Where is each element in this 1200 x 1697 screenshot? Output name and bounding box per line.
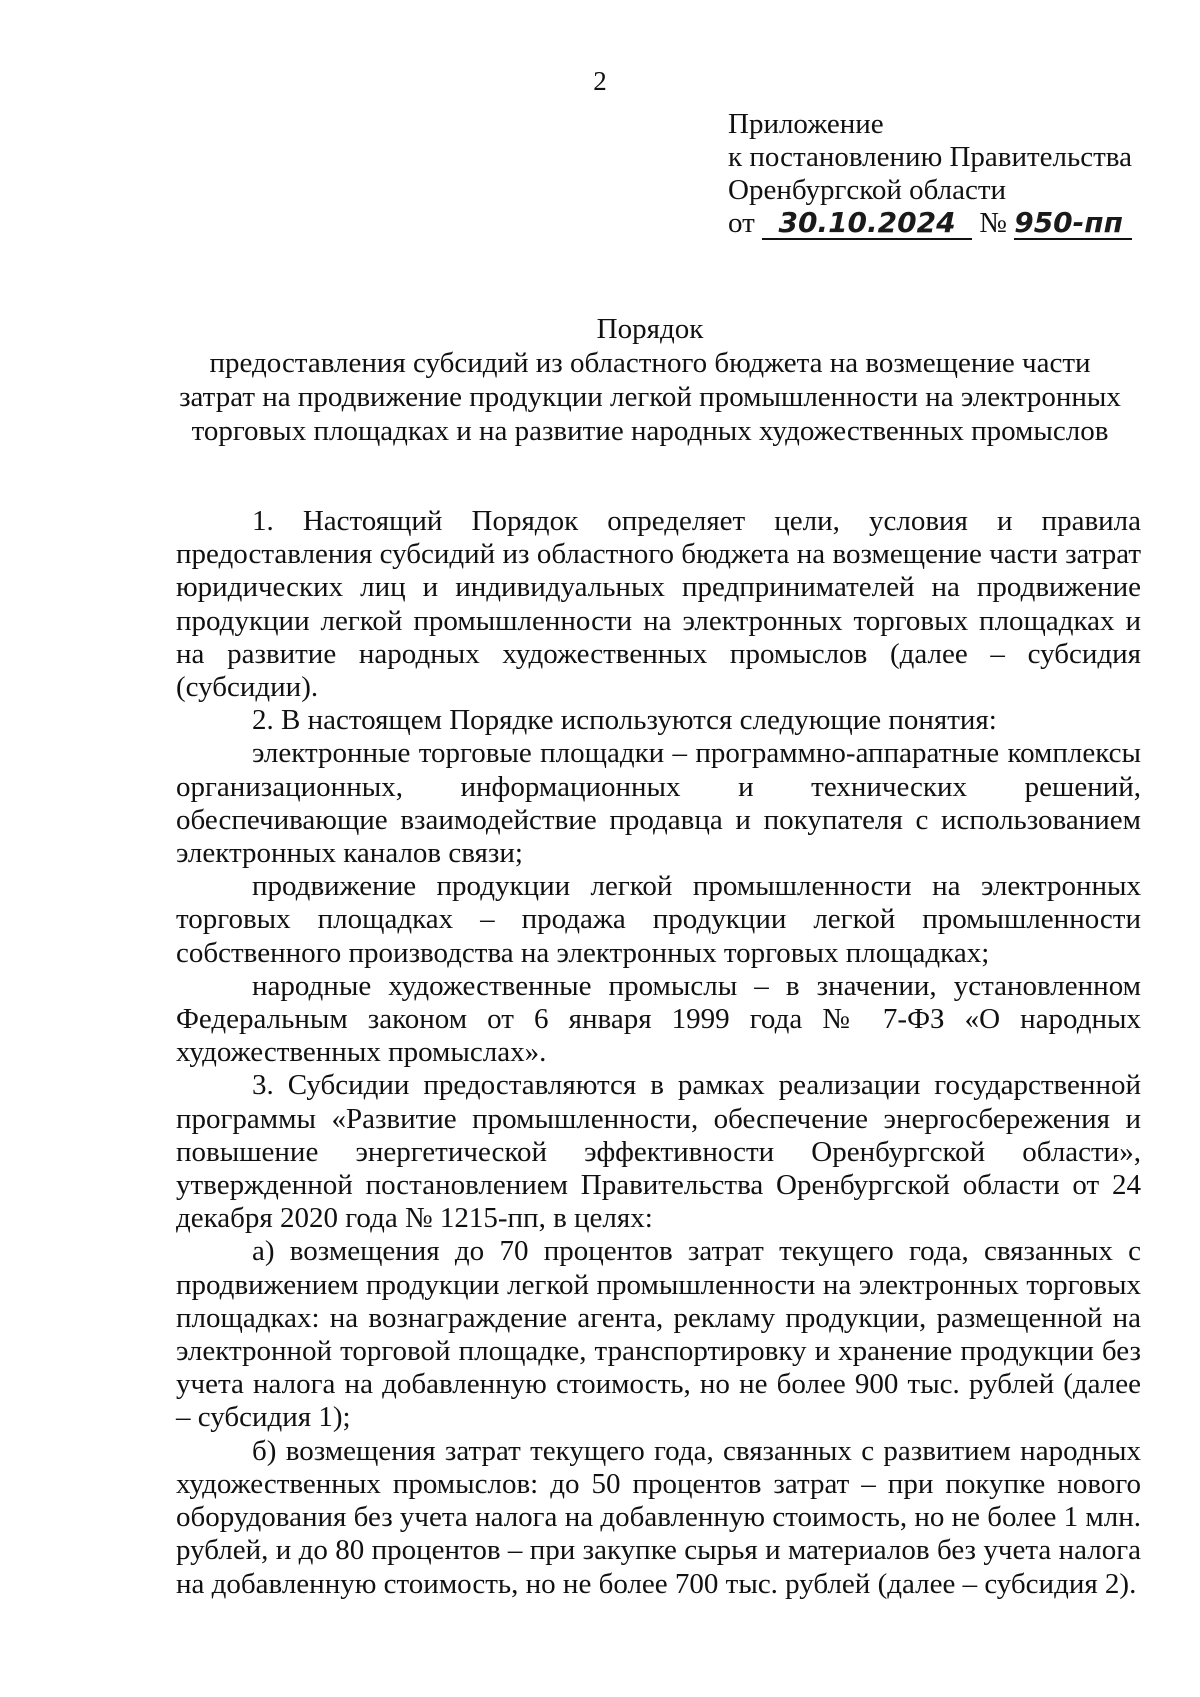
paragraph-definition-crafts: народные художественные промыслы – в значении, установленном Федеральным законом от 6 января 1999 года № 7-ФЗ «О народных художественных промыслах».: [176, 969, 1141, 1069]
appendix-line-3: Оренбургской области: [728, 174, 1007, 206]
title-subtitle-line-1: предоставления субсидий из областного бюджета на возмещение части: [209, 347, 1091, 379]
document-body: [176, 505, 1141, 1601]
title-subtitle-line-3: торговых площадках и на развитие народных художественных промыслов: [191, 415, 1109, 447]
appendix-line-1: Приложение: [728, 108, 884, 140]
appendix-block: [728, 108, 1168, 247]
title-heading: Порядок: [596, 313, 704, 345]
appendix-date-row: [728, 207, 1168, 247]
paragraph-2: 2. В настоящем Порядке используются следующие понятия:: [252, 704, 997, 737]
title-subtitle-line-2: затрат на продвижение продукции легкой промышленности на электронных: [179, 381, 1121, 413]
handwritten-date: 30.10.2024: [762, 208, 972, 240]
page-number: 2: [593, 66, 607, 96]
paragraph-1: 1. Настоящий Порядок определяет цели, условия и правила предоставления субсидий из областного бюджета на возмещение части затрат юридических лиц и индивидуальных предпринимателей на продвижение продукции легкой промышленности на электронных торговых площадках и на развитие народных художественных промыслов (далее – субсидия (субсидии).: [176, 505, 1141, 704]
paragraph-3: 3. Субсидии предоставляются в рамках реализации государственной программы «Развитие промышленности, обеспечение энергосбережения и повышение энергетической эффективности Оренбургской области», утвержденной постановлением Правительства Оренбургской области от 24 декабря 2020 года № 1215-пп, в целях:: [176, 1069, 1141, 1235]
paragraph-3b: б) возмещения затрат текущего года, связанных с развитием народных художественных промыслов: до 50 процентов затрат – при покупке нового оборудования без учета налога на добавленную стоимость, но не более 1 млн. рублей, и до 80 процентов – при закупке сырья и материалов без учета налога на добавленную стоимость, но не более 700 тыс. рублей (далее – субсидия 2).: [176, 1434, 1141, 1600]
handwritten-number: 950-пп: [1014, 208, 1132, 240]
document-title: [170, 312, 1130, 448]
date-prefix: от: [728, 207, 755, 239]
appendix-line-2: к постановлению Правительства: [728, 141, 1132, 173]
paragraph-definition-promotion: продвижение продукции легкой промышленности на электронных торговых площадках – продажа продукции легкой промышленности собственного производства на электронных торговых площадках;: [176, 870, 1141, 969]
number-sign: №: [979, 207, 1007, 239]
paragraph-3a: а) возмещения до 70 процентов затрат текущего года, связанных с продвижением продукции легкой промышленности на электронных торговых площадках: на вознаграждение агента, рекламу продукции, размещенной на электронной торговой площадке, транспортировку и хранение продукции без учета налога на добавленную стоимость, но не более 900 тыс. рублей (далее – субсидия 1);: [176, 1235, 1141, 1434]
paragraph-definition-marketplaces: электронные торговые площадки – программно-аппаратные комплексы организационных, информационных и технических решений, обеспечивающие взаимодействие продавца и покупателя с использованием электронных каналов связи;: [176, 737, 1141, 870]
